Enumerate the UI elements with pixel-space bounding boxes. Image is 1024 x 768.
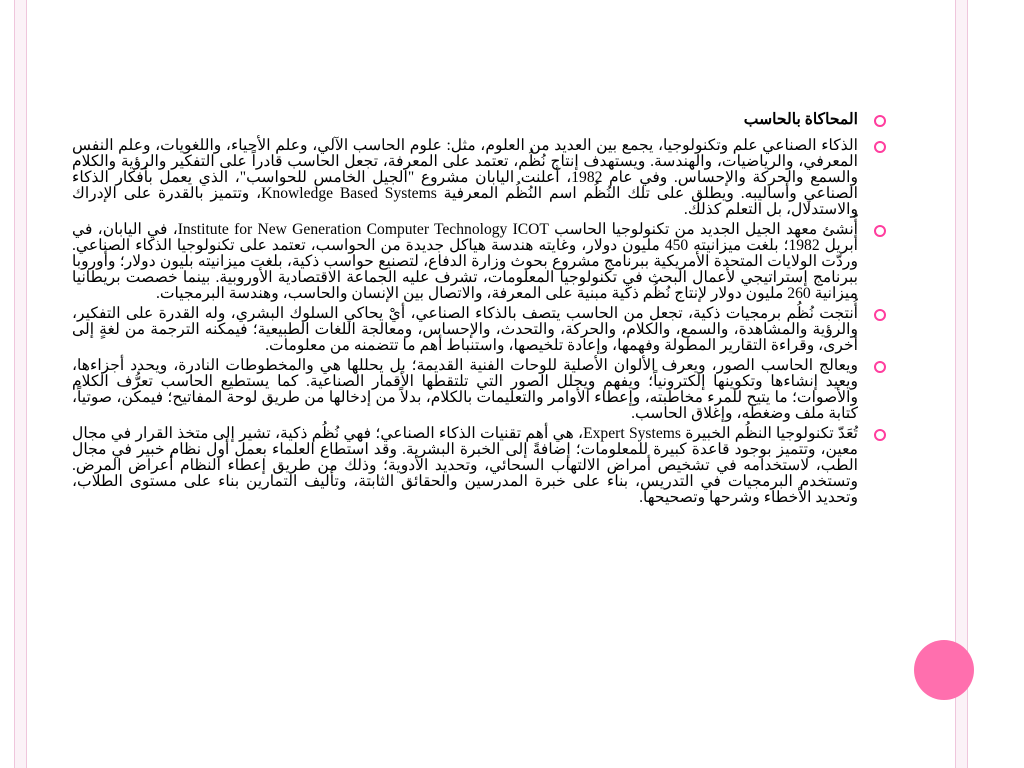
- paragraph-5-text: تُعَدّ تكنولوجيا النظُم الخبيرة Expert Systems، هي أهم تقنيات الذكاء الصناعي؛ فهي نُظُم ذكية، تشير إلى متخذ القرار في مجال معين، وتتميز بوجود قاعدة كبيرة للمعلومات؛ إضافةً إلى الخبرة البشرية. وقد استطاع العلماء بعمل أول نظام خبير في مجال الطب، لاستخدامه في تشخيص أمراض الالتهاب السحائي، وتحديد الأدوية؛ وذلك من طريق إعطاء النظام أعراض المرض. وتستخدم البرمجيات في التدريس، بناء على خبرة المدرسين والحقائق الثابتة، وتأليف التمارين بناء على مستوى الطلاب، وتحديد الأخطاء وشرحها وتصحيحها.: [72, 425, 858, 506]
- paragraph-4-text: ويعالج الحاسب الصور، ويعرف الألوان الأصلية للوحات الفنية القديمة؛ بل يحللها هي والمخطوطات النادرة، ويحدد أجزاءها، ويعيد إنشاءها وتكوينها إلكترونياً؛ ويفهم ويحلل الصور التي تلتقطها الأقمار الصناعية. كما يستطيع الحاسب تعرُّف الكلام والأصوات؛ ما يتيح للمرء مخاطبته، وإعطاء الأوامر والتعليمات بالكلام، بدلاً من إدخالها من طريق لوحة المفاتيح؛ فيمكن، صوتياً، كتابة ملف وضغطه، وإغلاق الحاسب.: [72, 357, 858, 422]
- bullet-ring-icon: [874, 361, 886, 373]
- slide-title-text: المحاكاة بالحاسب: [743, 111, 858, 128]
- paragraph-3-text: أُنتجت نُظُم برمجيات ذكية، تجعل من الحاسب يتصف بالذكاء الصناعي، أيْ يحاكي السلوك البشري، وله القدرة على التفكير، والرؤية والمشاهدة، والسمع، والكلام، والحركة، والتحدث، والإحساس، ومعالجة اللغات الطبيعية؛ فيمكنه الترجمة من لغةٍ إلى أخرى، وقراءة التقارير المطولة وفهمها، وإعادة تلخيصها، واستنباط أهم ما تتضمنه من معلومات.: [72, 305, 858, 354]
- left-decorative-bar: [14, 0, 27, 768]
- bullet-ring-icon: [874, 225, 886, 237]
- paragraph-1-text: الذكاء الصناعي علم وتكنولوجيا، يجمع بين العديد من العلوم، مثل: علوم الحاسب الآلي، وعلم الأحياء، واللغويات، وعلم النفس المعرفي، والرياضيات، والهندسة. ويستهدف إنتاج نُظُم، تعتمد على المعرفة، تجعل الحاسب قادراً على التفكير والرؤية والكلام والسمع والحركة والإحساس. وفي عام 1982، أعلنت اليابان مشروع "الجيل الخامس للحواسب"، الذي يعمل بأفكار الذكاء الصناعي وأساليبه. ويطلق على تلك النُظُم اسم النُظُم المعرفية Knowledge Based Systems، وتتميز بالقدرة على الإدراك والاستدلال، بل التعلم كذلك.: [72, 137, 858, 218]
- bullet-ring-icon: [874, 141, 886, 153]
- bullet-ring-icon: [874, 429, 886, 441]
- paragraph-2-text: أُنشئ معهد الجيل الجديد من تكنولوجيا الحاسب Institute for New Generation Computer Technology ICOT، في اليابان، في أبريل 1982؛ بلغت ميزانيته 450 مليون دولار، وغايته هندسة هياكل جديدة من الحواسب، تعتمد على تكنولوجيا الذكاء الصناعي. وردّت الولايات المتحدة الأمريكية ببرنامج مشروع بحوث وزارة الدفاع، لتصنيع حواسب ذكية، بلغت ميزانيته بليون دولار؛ وأوروبا ببرنامج إستراتيجي لأعمال البحث في تكنولوجيا المعلومات، تشرف عليه الجماعة الاقتصادية الأوروبية. بينما خصصت بريطانيا ميزانية 260 مليون دولار لإنتاج نُظُم ذكية مبنية على المعرفة، والاتصال بين الإنسان والحاسب، وهندسة البرمجيات.: [72, 221, 858, 302]
- decorative-pink-circle: [914, 640, 974, 700]
- paragraph-1: [72, 138, 892, 218]
- slide-body: [72, 112, 892, 510]
- paragraph-4: [72, 358, 892, 422]
- slide-title: [72, 112, 892, 128]
- paragraph-3: [72, 306, 892, 354]
- paragraph-5: [72, 426, 892, 506]
- paragraph-2: [72, 222, 892, 302]
- bullet-ring-icon: [874, 309, 886, 321]
- bullet-ring-icon: [874, 115, 886, 127]
